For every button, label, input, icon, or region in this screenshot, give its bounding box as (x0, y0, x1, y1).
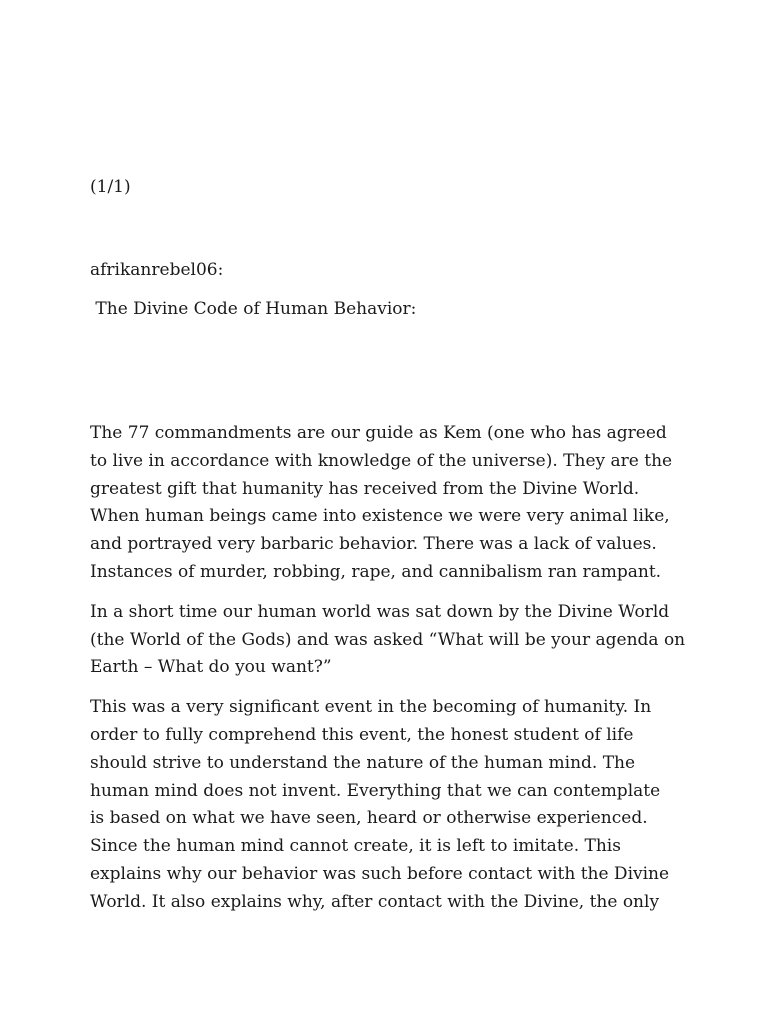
text-line: Earth – What do you want?” (90, 657, 332, 678)
text-line: World. It also explains why, after contact with the Divine, the only (90, 891, 660, 912)
text-line: In a short time our human world was sat down by the Divine World (90, 601, 670, 622)
text-line: should strive to understand the nature of the human mind. The (90, 752, 636, 773)
text-line: This was a very significant event in the becoming of humanity. In (90, 697, 652, 718)
text-line: and portrayed very barbaric behavior. There was a lack of values. (90, 534, 657, 555)
paragraph-2 (90, 599, 690, 682)
document-body (90, 420, 690, 929)
page-counter: (1/1) (90, 177, 131, 197)
text-line: is based on what we have seen, heard or otherwise experienced. (90, 808, 648, 829)
paragraph-3 (90, 694, 690, 916)
document-title: The Divine Code of Human Behavior: (90, 299, 417, 319)
text-line: The 77 commandments are our guide as Kem (one who has agreed (90, 423, 667, 443)
paragraph-1 (90, 420, 690, 587)
text-line: human mind does not invent. Everything that we can contemplate (90, 780, 661, 801)
text-line: (the World of the Gods) and was asked “What will be your agenda on (90, 629, 686, 650)
text-line: Instances of murder, robbing, rape, and cannibalism ran rampant. (90, 561, 662, 582)
text-line: explains why our behavior was such before contact with the Divine (90, 863, 670, 884)
text-line: Since the human mind cannot create, it is left to imitate. This (90, 836, 621, 857)
text-line: order to fully comprehend this event, the honest student of life (90, 724, 634, 745)
author-name: afrikanrebel06: (90, 260, 224, 280)
text-line: When human beings came into existence we were very animal like, (90, 506, 670, 527)
text-line: to live in accordance with knowledge of the universe). They are the (90, 450, 673, 471)
text-line: greatest gift that humanity has received from the Divine World. (90, 478, 640, 499)
